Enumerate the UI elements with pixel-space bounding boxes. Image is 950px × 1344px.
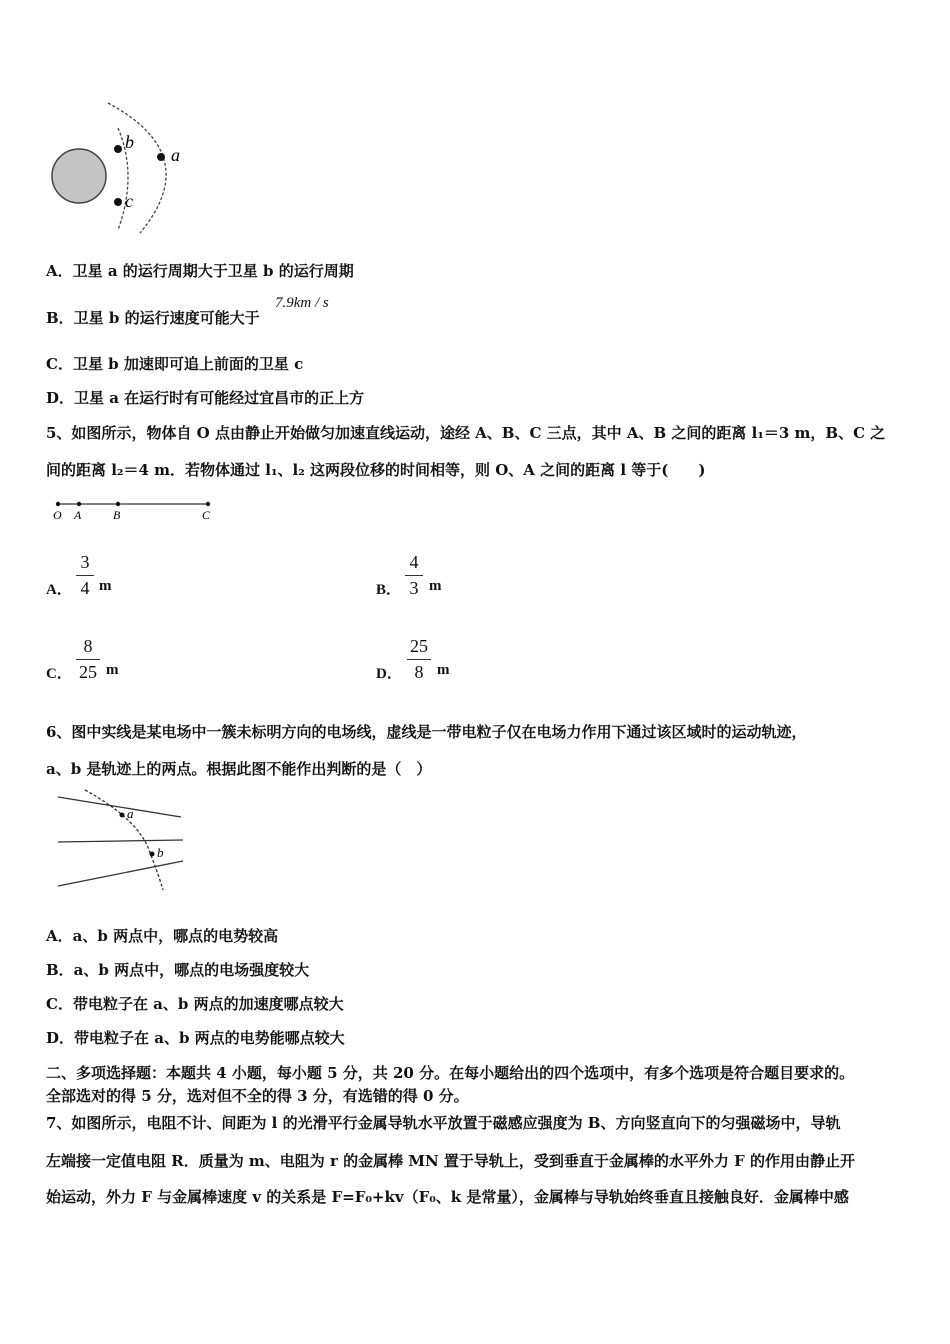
field-line-middle [58,840,183,842]
q4-option-b: B．卫星 b 的运行速度可能大于 [46,309,260,327]
q5-option-b-letter: B． [376,582,402,598]
q6-option-c: C．带电粒子在 a、b 两点的加速度哪点较大 [46,995,344,1013]
q5-option-c-unit: m [106,662,119,678]
q6-option-d: D．带电粒子在 a、b 两点的电势能哪点较大 [46,1029,345,1047]
satellite-orbit-figure [40,95,200,235]
q6-stem-line1: 6、图中实线是某电场中一簇未标明方向的电场线，虚线是一带电粒子仅在电场力作用下通过该区域时的运动轨迹， [46,723,807,741]
q5-option-a-letter: A． [46,582,72,598]
q5-line-figure [50,495,225,523]
point-a-label: a [127,806,134,821]
q4-option-c: C．卫星 b 加速即可追上前面的卫星 c [46,355,304,373]
q4-option-d: D．卫星 a 在运行时有可能经过宜昌市的正上方 [46,389,365,407]
q6-option-a: A．a、b 两点中，哪点的电势较高 [46,927,279,945]
q5-option-d-letter: D． [376,666,402,682]
point-b-label: B [113,508,121,522]
field-line-bottom [58,861,183,886]
q4-option-b-value: 7.9km / s [275,295,329,311]
q4-option-a: A．卫星 a 的运行周期大于卫星 b 的运行周期 [46,262,354,280]
point-a-dot [120,813,125,818]
satellite-a-dot [157,153,165,161]
satellite-b-dot [114,145,122,153]
q7-stem-line3: 始运动，外力 F 与金属棒速度 v 的关系是 F=F₀+kv（F₀、k 是常量），金属棒与导轨始终垂直且接触良好．金属棒中感 [46,1188,849,1206]
point-o-label: O [53,508,62,522]
q5-option-b-unit: m [429,578,442,594]
field-line-top [58,797,181,817]
q5-option-b-fraction: 4 3 [405,552,423,599]
satellite-c-dot [114,198,122,206]
q5-option-c-fraction: 8 25 [76,636,100,683]
q5-option-d-fraction: 25 8 [407,636,431,683]
satellite-a-label: a [171,145,180,165]
satellite-c-label: c [125,191,133,211]
q7-stem-line1: 7、如图所示，电阻不计、间距为 l 的光滑平行金属导轨水平放置于磁感应强度为 B、方向竖直向下的匀强磁场中，导轨 [46,1114,841,1132]
electric-field-figure [55,785,190,895]
q5-option-a-fraction: 3 4 [76,552,94,599]
section2-heading-line2: 全部选对的得 5 分，选对但不全的得 3 分，有选错的得 0 分。 [46,1087,469,1105]
earth-circle [52,149,106,203]
section2-heading-line1: 二、多项选择题：本题共 4 小题，每小题 5 分，共 20 分。在每小题给出的四个选项中，有多个选项是符合题目要求的。 [46,1064,855,1082]
q5-stem-line2: 间的距离 l₂＝4 m．若物体通过 l₁、l₂ 这两段位移的时间相等，则 O、A 之间的距离 l 等于( ) [46,461,706,479]
q5-option-d-unit: m [437,662,450,678]
q6-option-b: B．a、b 两点中，哪点的电场强度较大 [46,961,310,979]
satellite-b-label: b [125,132,134,152]
q7-stem-line2: 左端接一定值电阻 R．质量为 m、电阻为 r 的金属棒 MN 置于导轨上，受到垂直于金属棒的水平外力 F 的作用由静止开 [46,1152,855,1170]
point-c-label: C [202,508,211,522]
orbit-outer [108,103,166,233]
q6-stem-line2: a、b 是轨迹上的两点。根据此图不能作出判断的是（ ） [46,760,432,778]
q5-option-c-letter: C． [46,666,72,682]
point-a-label: A [74,508,82,522]
point-b-dot [150,852,155,857]
q5-option-a-unit: m [99,578,112,594]
point-b-label: b [157,845,164,860]
q5-stem-line1: 5、如图所示，物体自 O 点由静止开始做匀加速直线运动，途经 A、B、C 三点，其中 A、B 之间的距离 l₁＝3 m，B、C 之 [46,424,886,442]
